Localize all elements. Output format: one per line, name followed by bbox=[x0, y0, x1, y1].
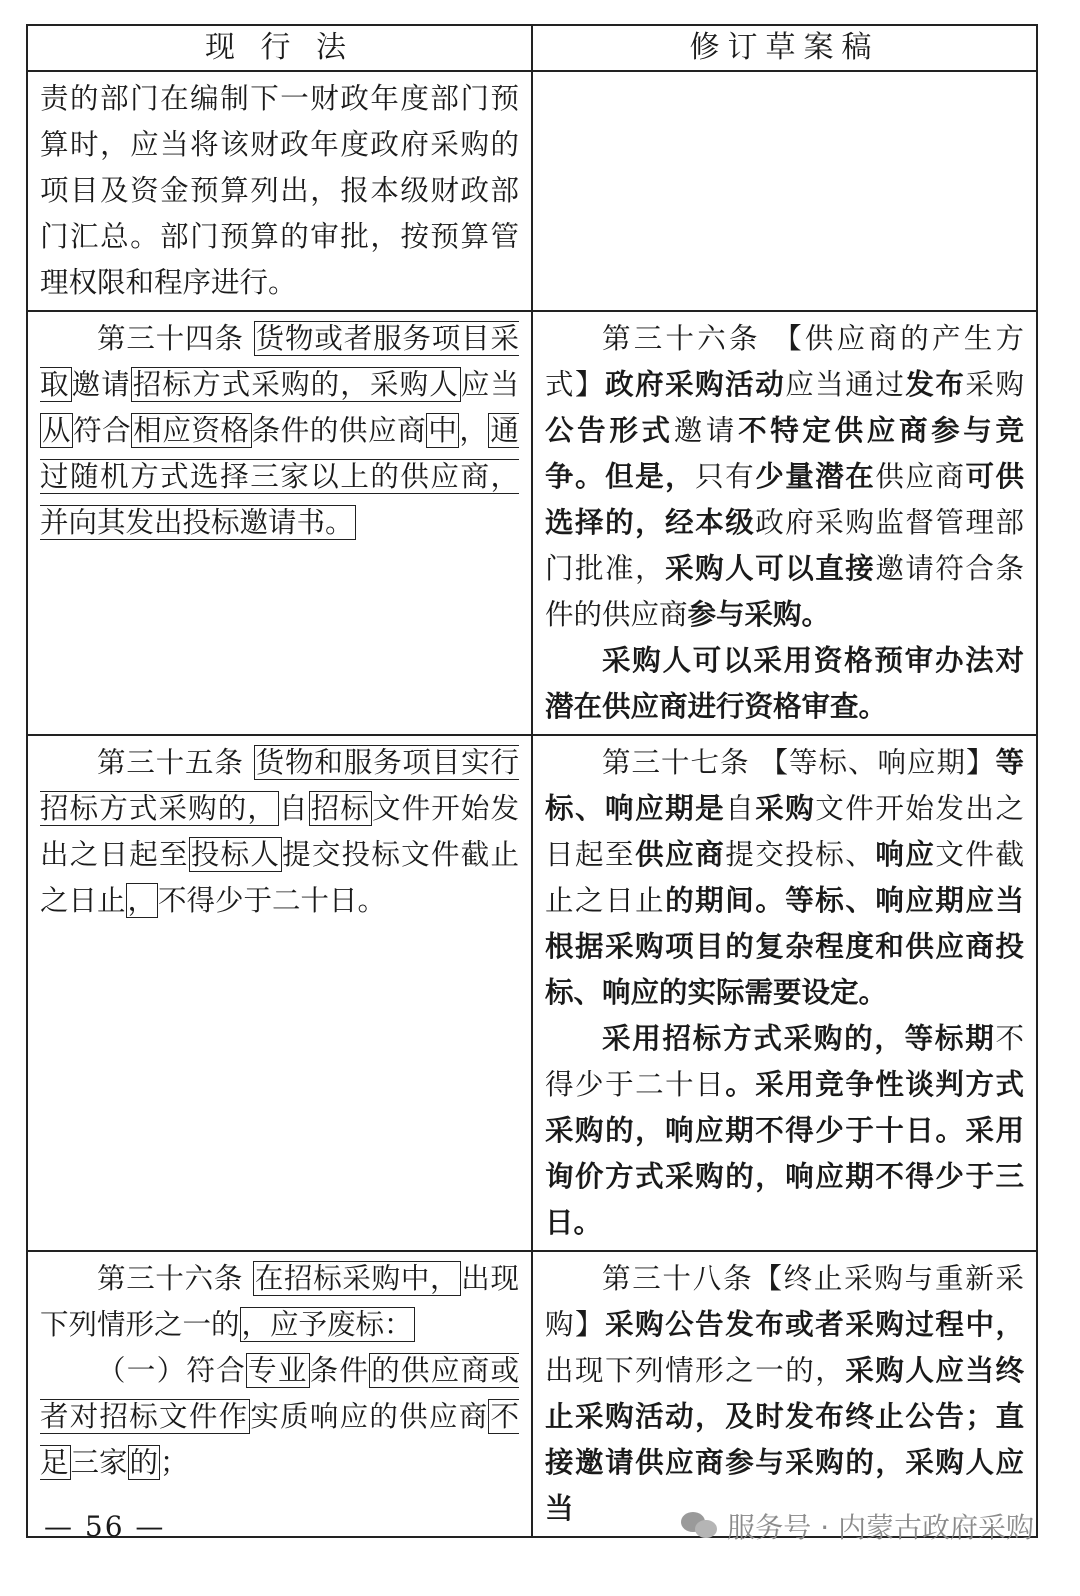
boxed-text: 在招标采购中， bbox=[254, 1262, 460, 1295]
current-law-cell bbox=[27, 71, 532, 311]
table-row bbox=[27, 735, 1037, 1251]
comparison-table bbox=[26, 24, 1038, 1538]
law-text: 责的部门在编制下一财政年度部门预算时，应当将该财政年度政府采购的项目及资金预算列出，报本级财政部门汇总。部门预算的审批，按预算管理权限和程序进行。 bbox=[40, 82, 519, 299]
boxed-text: 的 bbox=[129, 1446, 159, 1479]
revision-cell bbox=[532, 1251, 1037, 1537]
current-law-cell bbox=[27, 311, 532, 735]
boxed-text: 专业 bbox=[248, 1354, 308, 1387]
boxed-text: 不足 bbox=[40, 1400, 519, 1479]
boxed-text: 中 bbox=[428, 414, 458, 447]
draft-article-37: 第三十七条 【等标、响应期】等标、响应期是自采购文件开始发出之日起至供应商提交投标、响应文件截止之日止的期间。等标、响应期应当根据采购项目的复杂程度和供应商投标、响应的实际需要设定。 bbox=[545, 746, 1024, 1009]
draft-paragraph: 采用招标方式采购的，等标期不得少于二十日。采用竞争性谈判方式采购的，响应期不得少于十日。采用询价方式采购的，响应期不得少于三日。 bbox=[545, 1022, 1024, 1239]
page-number: — 56 — bbox=[44, 1510, 166, 1543]
header-current-law: 现 行 法 bbox=[27, 25, 532, 71]
boxed-text: ，应予废标： bbox=[241, 1308, 413, 1341]
boxed-text: 招标 bbox=[310, 792, 370, 825]
header-revision-draft: 修订草案稿 bbox=[532, 25, 1037, 71]
article-number: 第三十四条 bbox=[97, 322, 254, 355]
revision-cell bbox=[532, 735, 1037, 1251]
table-row bbox=[27, 311, 1037, 735]
law-article-34: 第三十四条 货物或者服务项目采取邀请招标方式采购的，采购人应当从符合相应资格条件的供应商中，通过随机方式选择三家以上的供应商，并向其发出投标邀请书。 bbox=[40, 322, 519, 539]
watermark-text: 服务号 · 内蒙古政府采购 bbox=[727, 1511, 1034, 1544]
law-article-36: 第三十六条 在招标采购中，出现下列情形之一的，应予废标： bbox=[40, 1262, 519, 1341]
revision-cell bbox=[532, 71, 1037, 311]
current-law-cell bbox=[27, 1251, 532, 1537]
boxed-text: 招标方式采购的，采购人 bbox=[132, 368, 459, 401]
law-article-35: 第三十五条 货物和服务项目实行招标方式采购的，自招标文件开始发出之日起至投标人提交投标文件截止之日止，不得少于二十日。 bbox=[40, 746, 519, 917]
header-row bbox=[27, 25, 1037, 71]
wechat-icon bbox=[681, 1510, 719, 1542]
boxed-text: 通过随机方式选择三家以上的供应商，并向其发出投标邀请书。 bbox=[40, 414, 519, 539]
boxed-text: 从 bbox=[42, 414, 72, 447]
law-item-1: （一）符合专业条件的供应商或者对招标文件作实质响应的供应商不足三家的； bbox=[40, 1354, 519, 1479]
boxed-text: 投标人 bbox=[190, 838, 281, 871]
current-law-cell bbox=[27, 735, 532, 1251]
watermark bbox=[681, 1506, 1034, 1546]
boxed-text: 相应资格 bbox=[133, 414, 250, 447]
boxed-text: 货物或者服务项目采取 bbox=[40, 322, 519, 401]
table-row bbox=[27, 71, 1037, 311]
draft-paragraph: 采购人可以采用资格预审办法对潜在供应商进行资格审查。 bbox=[545, 644, 1024, 723]
draft-article-36: 第三十六条 【供应商的产生方式】政府采购活动应当通过发布采购公告形式邀请不特定供应商参与竞争。但是，只有少量潜在供应商可供选择的，经本级政府采购监督管理部门批准，采购人可以直接邀请符合条件的供应商参与采购。 bbox=[545, 322, 1024, 631]
draft-article-38: 第三十八条【终止采购与重新采购】采购公告发布或者采购过程中，出现下列情形之一的，采购人应当终止采购活动，及时发布终止公告；直接邀请供应商参与采购的，采购人应当 bbox=[545, 1262, 1024, 1525]
boxed-text: 的供应商或者对招标文件作 bbox=[40, 1354, 519, 1433]
table-row bbox=[27, 1251, 1037, 1537]
article-number: 第三十五条 bbox=[97, 746, 254, 779]
article-number: 第三十六条 bbox=[97, 1262, 253, 1295]
boxed-text: 货物和服务项目实行招标方式采购的， bbox=[40, 746, 519, 825]
revision-cell bbox=[532, 311, 1037, 735]
boxed-text: ， bbox=[127, 884, 157, 917]
